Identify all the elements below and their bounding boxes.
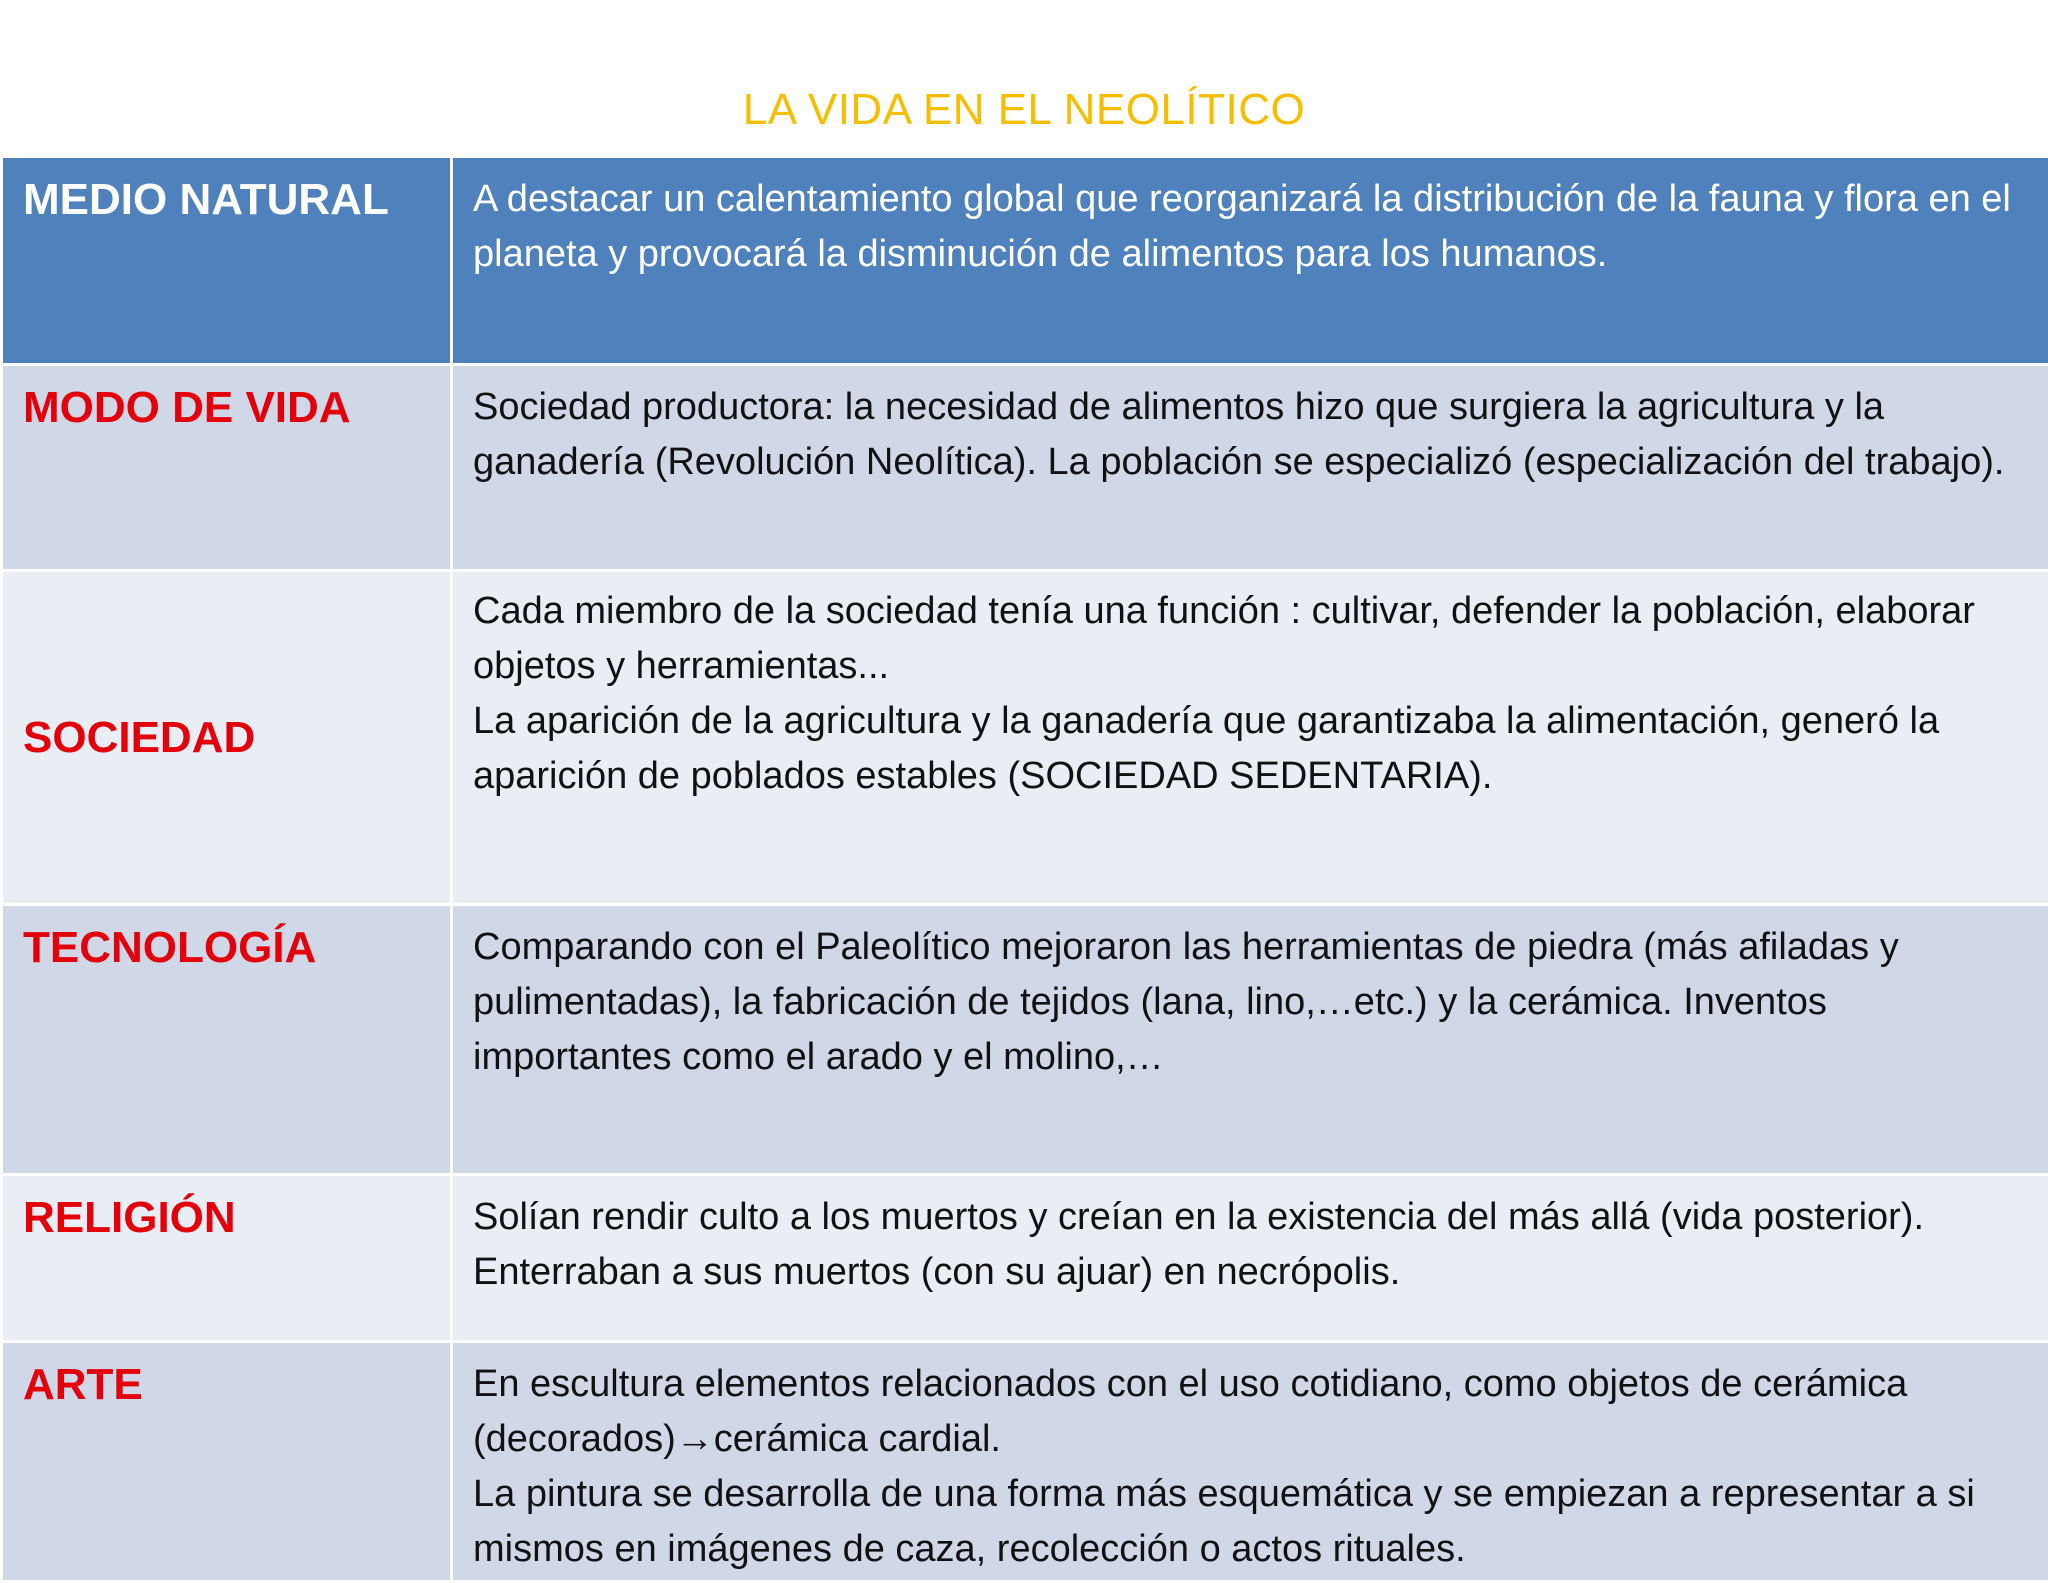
row-label: ARTE [2, 1342, 452, 1582]
row-description [452, 157, 2048, 365]
description-line: A destacar un calentamiento global que reorganizará la distribución de la fauna y flora en el planeta y provocará la disminución de alimentos para los humanos. [473, 172, 2028, 282]
row-description [452, 1342, 2048, 1582]
row-label: TECNOLOGÍA [2, 905, 452, 1175]
table-row-sociedad [2, 571, 2048, 905]
row-label: MODO DE VIDA [2, 365, 452, 571]
description-line: Sociedad productora: la necesidad de alimentos hizo que surgiera la agricultura y la ganadería (Revolución Neolítica). La población se especializó (especialización del trabajo). [473, 380, 2028, 490]
row-label: RELIGIÓN [2, 1175, 452, 1342]
row-description [452, 1175, 2048, 1342]
description-line: La pintura se desarrolla de una forma más esquemática y se empiezan a representar a si mismos en imágenes de caza, recolección o actos rituales. [473, 1467, 2028, 1577]
row-label: SOCIEDAD [2, 571, 452, 905]
table-row-modo-de-vida [2, 365, 2048, 571]
description-line: En escultura elementos relacionados con el uso cotidiano, como objetos de cerámica (decorados)→cerámica cardial. [473, 1357, 2028, 1467]
row-label: MEDIO NATURAL [2, 157, 452, 365]
description-line: La aparición de la agricultura y la ganadería que garantizaba la alimentación, generó la aparición de poblados estables (SOCIEDAD SEDENTARIA). [473, 694, 2028, 804]
description-line: Cada miembro de la sociedad tenía una función : cultivar, defender la población, elaborar objetos y herramientas... [473, 584, 2028, 694]
description-line: Solían rendir culto a los muertos y creían en la existencia del más allá (vida posterior). Enterraban a sus muertos (con su ajuar) en necrópolis. [473, 1190, 2028, 1300]
table-row-arte [2, 1342, 2048, 1582]
slide-title: LA VIDA EN EL NEOLÍTICO [0, 82, 2048, 138]
row-description [452, 365, 2048, 571]
description-line: Comparando con el Paleolítico mejoraron las herramientas de piedra (más afiladas y pulimentadas), la fabricación de tejidos (lana, lino,…etc.) y la cerámica. Inventos importantes como el arado y el molino,… [473, 920, 2028, 1085]
row-description [452, 571, 2048, 905]
table-row-tecnologia [2, 905, 2048, 1175]
neolithic-table [0, 155, 2048, 1583]
table-row-religion [2, 1175, 2048, 1342]
table-row-medio-natural [2, 157, 2048, 365]
row-description [452, 905, 2048, 1175]
